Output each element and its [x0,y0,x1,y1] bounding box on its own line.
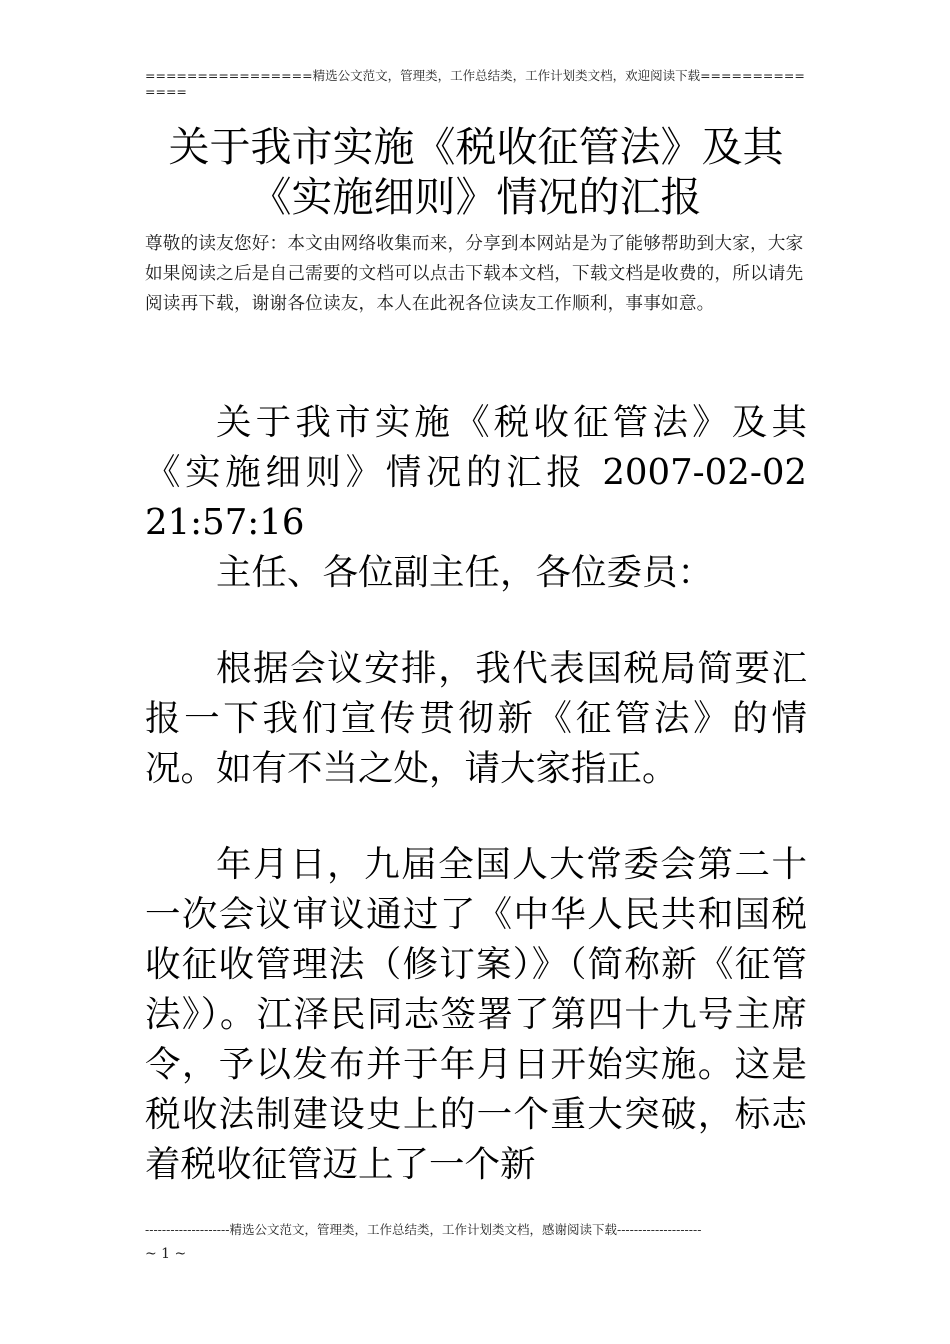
paragraph-salutation: 主任、各位副主任，各位委员： [216,552,714,593]
paragraph-main: 年月日，九届全国人大常委会第二十一次会议审议通过了《中华人民共和国税收征收管理法（修订案）》（简称新《征管法》）。江泽民同志签署了第四十九号主席令，予以发布并于年月日开始实施。这是税收法制建设史上的一个重大突破，标志着税收征管迈上了一个新 [145,844,807,1185]
page-number: ~ 1 ~ [145,1246,187,1262]
paragraph-heading-line: 关于我市实施《税收征管法》及其《实施细则》情况的汇报 2007-02-02 21:57:16 [145,402,807,543]
footer-banner: --------------------精选公文范文，管理类，工作总结类，工作计划类文档，感谢阅读下载-------------------- [145,1222,702,1237]
document-title: 关于我市实施《税收征管法》及其《实施细则》情况的汇报 [168,123,784,221]
header-banner: ================精选公文范文，管理类，工作总结类，工作计划类文档，欢迎阅读下载============== [145,68,805,99]
document-body [145,398,807,1190]
reader-note: 尊敬的读友您好：本文由网络收集而来，分享到本网站是为了能够帮助到大家，大家如果阅读之后是自己需要的文档可以点击下载本文档，下载文档是收费的，所以请先阅读再下载，谢谢各位读友，本人在此祝各位读友工作顺利，事事如意。 [145,234,804,314]
paragraph-intro: 根据会议安排，我代表国税局简要汇报一下我们宣传贯彻新《征管法》的情况。如有不当之处，请大家指正。 [145,648,807,789]
